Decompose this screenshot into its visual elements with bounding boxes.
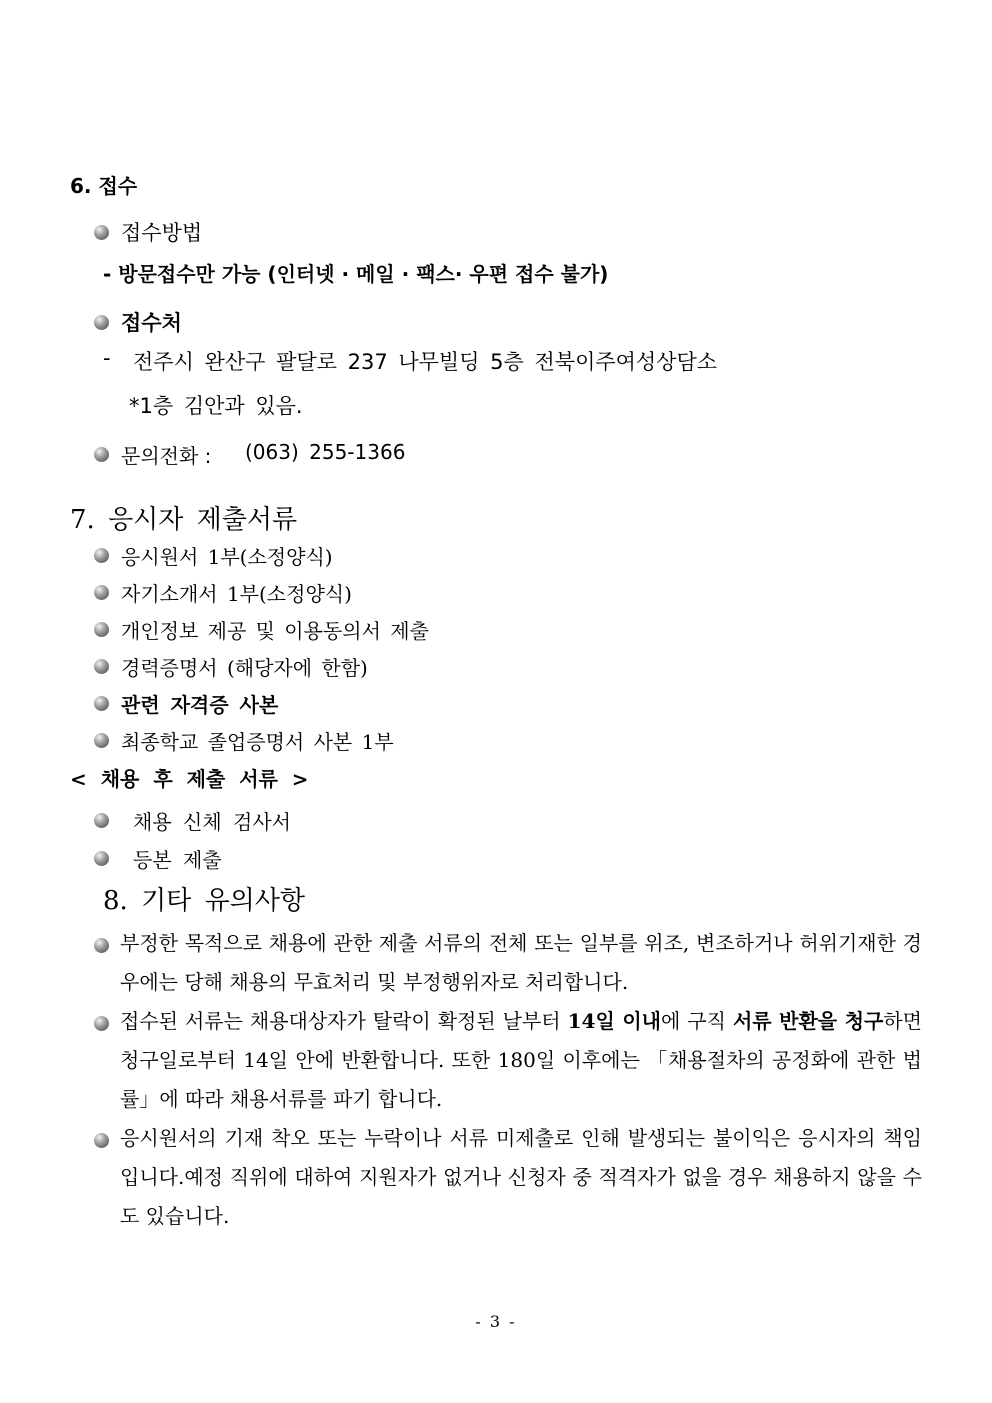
place-note: *1층 김안과 있음. [129, 394, 303, 418]
bullet-icon [94, 696, 109, 711]
method-detail: - 방문접수만 가능 (인터넷 · 메일 · 팩스· 우편 접수 불가) [103, 262, 609, 286]
document-item: 최종학교 졸업증명서 사본 1부 [121, 730, 394, 754]
after-hire-item: 채용 신체 검사서 [133, 810, 291, 834]
note-paragraph-1: 부정한 목적으로 채용에 관한 제출 서류의 전체 또는 일부를 위조, 변조하거나 허위기재한 경우에는 당해 채용의 무효처리 및 부정행위자로 처리합니다. [120, 931, 922, 994]
page-number: - 3 - [475, 1312, 517, 1331]
after-hire-heading: < 채용 후 제출 서류 > [70, 767, 309, 791]
after-hire-item: 등본 제출 [133, 848, 222, 872]
bullet-icon [94, 851, 109, 866]
section-6-heading: 6. 접수 [70, 174, 138, 198]
place-address: 전주시 완산구 팔달로 237 나무빌딩 5층 전북이주여성상담소 [133, 350, 718, 374]
document-item: 관련 자격증 사본 [121, 693, 279, 717]
bullet-icon [94, 315, 109, 330]
section-8-heading: 8. 기타 유의사항 [103, 886, 306, 916]
section-7-heading: 7. 응시자 제출서류 [70, 505, 298, 535]
document-item: 자기소개서 1부(소정양식) [121, 582, 352, 606]
phone-label: 문의전화 : [121, 444, 212, 468]
place-dash: - [103, 346, 111, 370]
bullet-icon [94, 447, 109, 462]
bullet-icon [94, 548, 109, 563]
bullet-icon [94, 585, 109, 600]
note-text: 접수된 서류는 채용대상자가 탈락이 확정된 날부터 [120, 1009, 568, 1033]
bullet-icon [94, 659, 109, 674]
bullet-icon [94, 1016, 109, 1031]
note-emphasis: 서류 반환을 청구 [732, 1009, 884, 1033]
bullet-icon [94, 813, 109, 828]
document-item: 응시원서 1부(소정양식) [121, 545, 333, 569]
method-label: 접수방법 [121, 221, 203, 245]
bullet-icon [94, 1133, 109, 1148]
note-paragraph-3: 응시원서의 기재 착오 또는 누락이나 서류 미제출로 인해 발생되는 불이익은 응시자의 책임입니다.예정 직위에 대하여 지원자가 없거나 신청자 중 적격자가 없을 경우 채용하지 않을 수도 있습니다. [120, 1126, 922, 1228]
document-item: 개인정보 제공 및 이용동의서 제출 [121, 619, 429, 643]
phone-value: (063) 255-1366 [245, 440, 406, 464]
document-item: 경력증명서 (해당자에 한함) [121, 656, 368, 680]
bullet-icon [94, 938, 109, 953]
note-text: 에 구직 [661, 1009, 733, 1033]
bullet-icon [94, 622, 109, 637]
bullet-icon [94, 225, 109, 240]
place-label: 접수처 [121, 311, 182, 335]
note-emphasis: 14일 이내 [567, 1009, 661, 1033]
bullet-icon [94, 733, 109, 748]
note-paragraph-2 [120, 1002, 922, 1119]
note-text: 하면 청구일로부터 14일 안에 반환합니다. 또한 180일 이후에는 「채용절차의 공정화에 관한 법률」에 따라 채용서류를 파기 합니다. [120, 1009, 922, 1111]
